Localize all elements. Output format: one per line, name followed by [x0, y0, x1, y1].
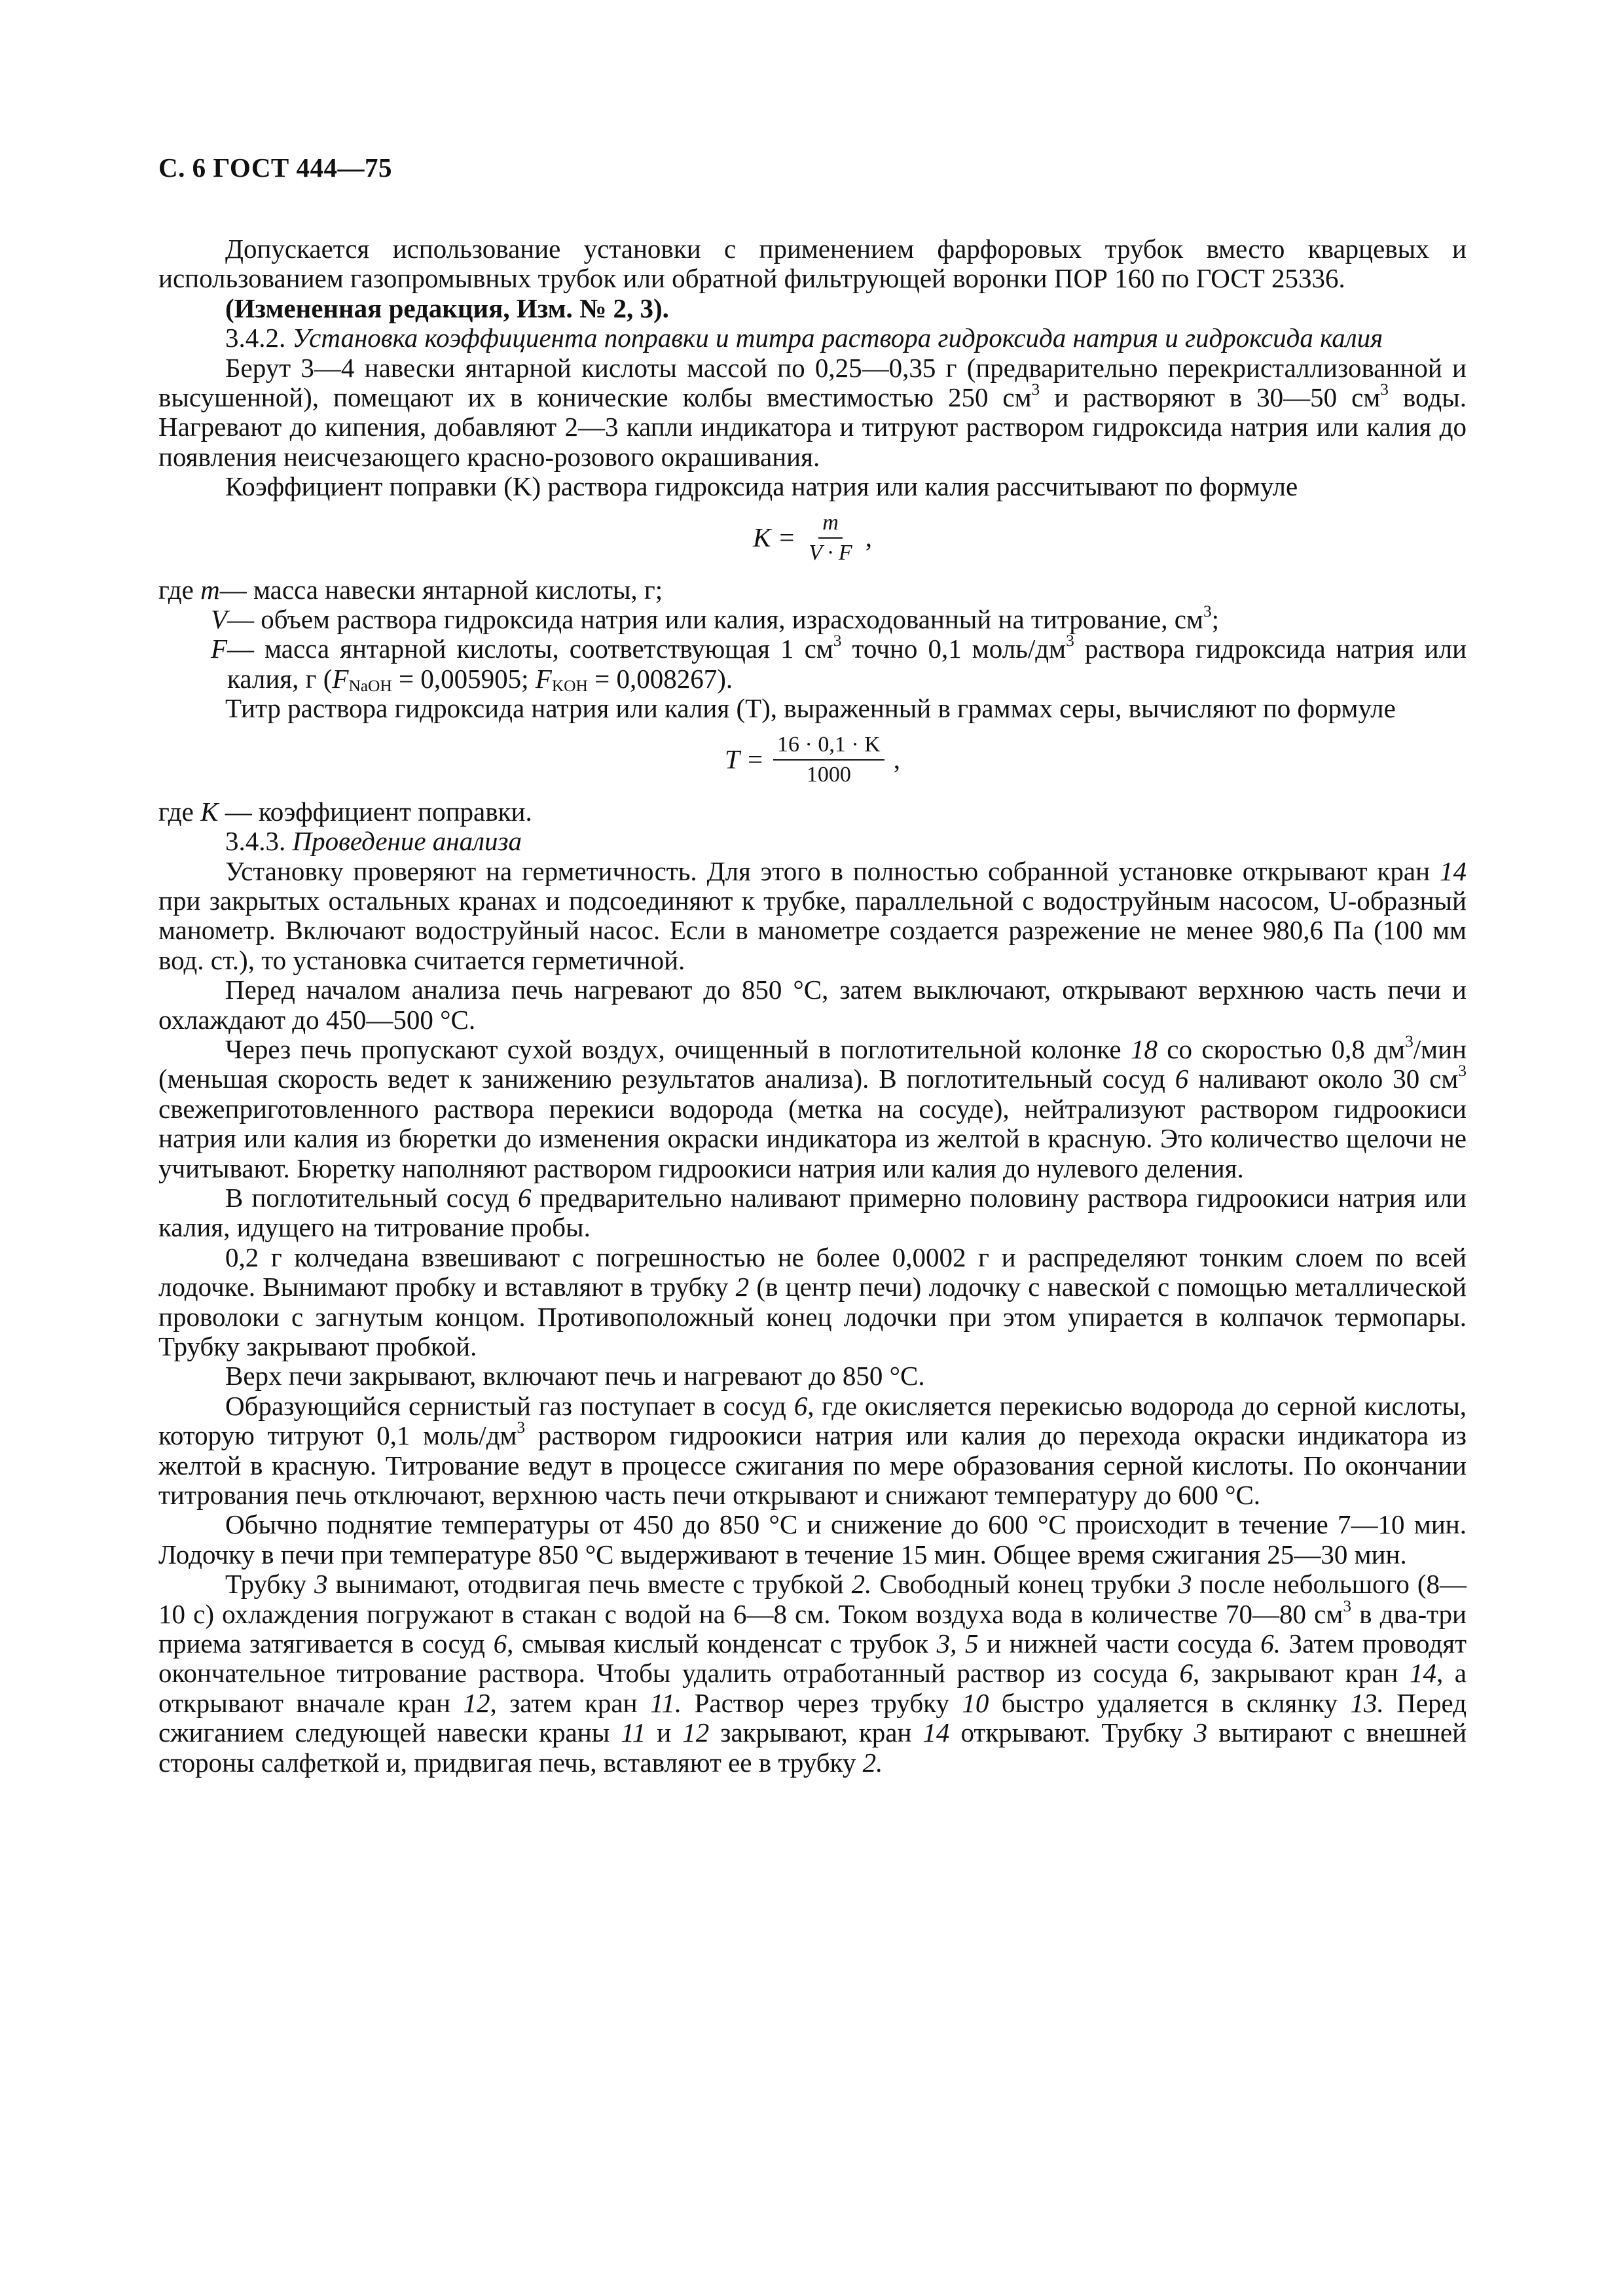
- definition-k: где K — коэффициент поправки.: [158, 796, 532, 827]
- definition-f: F — масса янтарной кислоты, соответствующая 1 $см^3$ точно 0,1 моль/$дм^3$ раствора гидроксида натрия или калия, г ($F_{NaOH} = 0,005905$; $F_{KOH} = 0,008267$).: [211, 632, 1467, 695]
- section-3-4-2-heading: 3.4.2. Установка коэффициента поправки и титра раствора гидроксида натрия и гидроксида калия: [225, 323, 1383, 353]
- formula-t-fraction: $\frac{16 \cdot 0,1 \cdot K}{1000}$: [773, 732, 884, 788]
- paragraph-alt-setup: Допускается использование установки с применением фарфоровых трубок вместо кварцевых и использованием газопромывных трубок или обратной фильтрующей воронки ПОР 160 по ГОСТ 25336.: [158, 234, 1467, 294]
- paragraph-tube: Трубку 3 вынимают, отодвигая печь вместе с трубкой 2. Свободный конец трубки 3 после небольшого (8—10 с) охлаждения погружают в стакан с водой на 6—8 см. Током воздуха вода в количестве 70—80 $см^3$ в два-три приема затягивается в сосуд 6, смывая кислый конденсат с трубок 3, 5 и нижней части сосуда 6. Затем проводят окончательное титрование раствора. Чтобы удалить отработанный раствор из сосуда 6, закрывают кран 14, а открывают вначале кран 12, затем кран 11. Раствор через трубку 10 быстро удаляется в склянку 13. Перед сжиганием следующей навески краны 11 и 12 закрывают, кран 14 открывают. Трубку 3 вытирают с внешней стороны салфеткой и, придвигая печь, вставляют ее в трубку 2.: [158, 1569, 1467, 1778]
- definition-m: где m — масса навески янтарной кислоты, г;: [158, 574, 663, 605]
- document-body: [158, 234, 1467, 1778]
- revision-note: (Измененная редакция, Изм. № 2, 3).: [225, 293, 669, 323]
- paragraph-titer: Титр раствора гидроксида натрия или калия (T), выраженный в граммах серы, вычисляют по формуле: [225, 693, 1396, 724]
- paragraph-close-furnace: Верх печи закрывают, включают печь и нагревают до 850 °С.: [225, 1361, 925, 1391]
- paragraph-coefficient: Коэффициент поправки (K) раствора гидроксида натрия или калия рассчитывают по формуле: [225, 471, 1298, 502]
- paragraph-usual-timing: Обычно поднятие температуры от 450 до 850 °С и снижение до 600 °С происходит в течение 7—10 мин. Лодочку в печи при температуре 850 °С выдерживают в течение 15 мин. Общее время сжигания 25—30 мин.: [158, 1509, 1467, 1570]
- paragraph-vessel: В поглотительный сосуд 6 предварительно наливают примерно половину раствора гидроокиси натрия или калия, идущего на титрование пробы.: [158, 1182, 1467, 1243]
- formula-k: K = $\frac{m}{V \cdot F}$ ,: [753, 510, 872, 565]
- paragraph-pyrite: 0,2 г колчедана взвешивают с погрешностью не более 0,0002 г и распределяют тонким слоем по всей лодочке. Вынимают пробку и вставляют в трубку 2 (в центр печи) лодочку с навеской с помощью металлической проволоки с загнутым концом. Противоположный конец лодочки при этом упирается в колпачок термопары. Трубку закрывают пробкой.: [158, 1242, 1467, 1361]
- paragraph-leak-check: Установку проверяют на герметичность. Для этого в полностью собранной установке открывают кран 14 при закрытых остальных кранах и подсоединяют к трубке, параллельной с водоструйным насосом, U-образный манометр. Включают водоструйный насос. Если в манометре создается разрежение не менее 980,6 Па (100 мм вод. ст.), то установка считается герметичной.: [158, 855, 1467, 975]
- page-header: С. 6 ГОСТ 444—75: [158, 152, 393, 183]
- paragraph-gas: Образующийся сернистый газ поступает в сосуд 6, где окисляется перекисью водорода до серной кислоты, которую титруют 0,1 моль/$дм^3$ раствором гидроокиси натрия или калия до перехода окраски индикатора из желтой в красную. Титрование ведут в процессе сжигания по мере образования серной кислоты. По окончании титрования печь отключают, верхнюю часть печи открывают и снижают температуру до 600 °С.: [158, 1390, 1467, 1511]
- paragraph-air: Через печь пропускают сухой воздух, очищенный в поглотительной колонке 18 со скоростью 0,8 $дм^3$/мин (меньшая скорость ведет к занижению результатов анализа). В поглотительный сосуд 6 наливают около 30 $см^3$ свежеприготовленного раствора перекиси водорода (метка на сосуде), нейтрализуют раствором гидроокиси натрия или калия из бюретки до изменения окраски индикатора из желтой в красную. Это количество щелочи не учитывают. Бюретку наполняют раствором гидроокиси натрия или калия до нулевого деления.: [158, 1032, 1467, 1183]
- section-3-4-3-heading: 3.4.3. Проведение анализа: [225, 826, 522, 857]
- definitions-k: [158, 575, 1467, 694]
- paragraph-heat: Перед началом анализа печь нагревают до 850 °С, затем выключают, открывают верхнюю часть печи и охлаждают до 450—500 °С.: [158, 975, 1467, 1035]
- paragraph-take-samples: Берут 3—4 навески янтарной кислоты массой по 0,25—0,35 г (предварительно перекристаллизованной и высушенной), помещают их в конические колбы вместимостью 250 $см^3$ и растворяют в 30—50 $см^3$ воды. Нагревают до кипения, добавляют 2—3 капли индикатора и титруют раствором гидроксида натрия или калия до появления неисчезающего красно-розового окрашивания.: [158, 352, 1467, 472]
- definition-v: V — объем раствора гидроксида натрия или калия, израсходованный на титрование, $см^3$;: [211, 602, 1220, 635]
- formula-t: T = $\frac{16 \cdot 0,1 \cdot K}{1000}$ ,: [725, 732, 900, 787]
- formula-k-fraction: $\frac{m}{V \cdot F}$: [809, 510, 852, 565]
